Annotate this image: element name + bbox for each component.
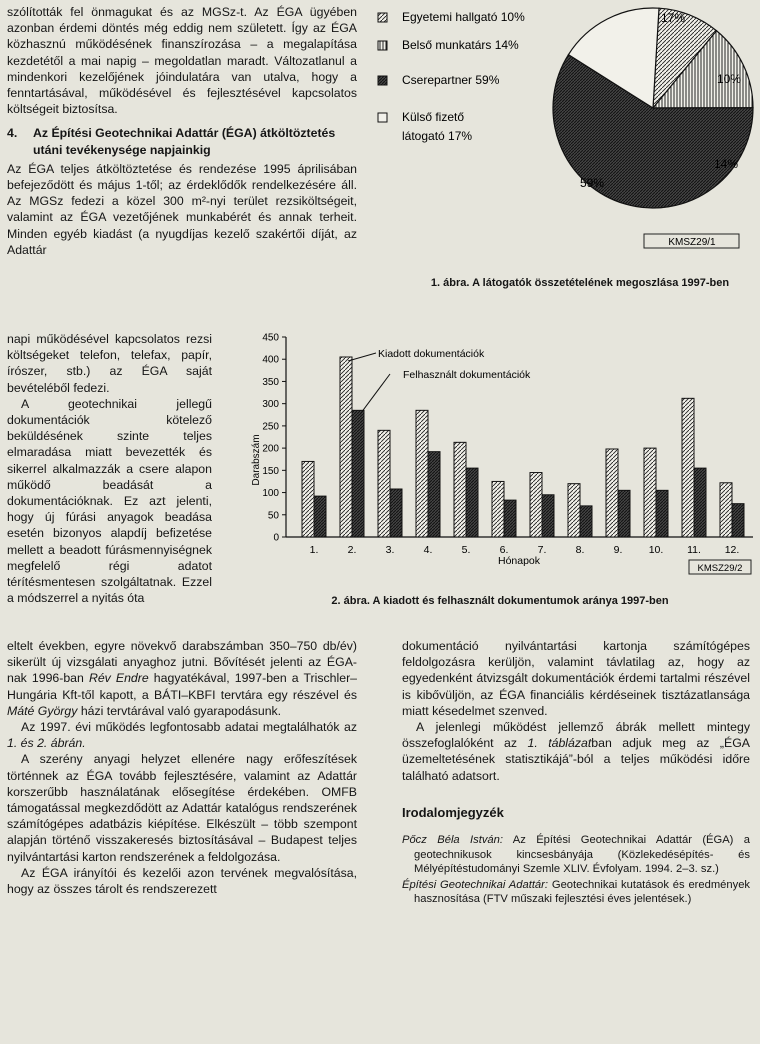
reference-1 xyxy=(402,833,750,877)
pie-code: KMSZ29/1 xyxy=(668,237,716,248)
bar-y-tick-label: 150 xyxy=(262,465,279,477)
bar-felhasznalt-10 xyxy=(656,490,668,537)
p3d-text: házi tervtárával való gyarapodásunk. xyxy=(80,703,282,718)
reference-1-author: Pőcz Béla István: xyxy=(402,834,503,847)
reference-2 xyxy=(402,878,750,907)
bar-felhasznalt-12 xyxy=(732,504,744,537)
bar-felhasznalt-8 xyxy=(580,506,592,537)
bar-legend-label-2: Felhasznált dokumentációk xyxy=(403,369,531,381)
bar-x-tick-label: 6. xyxy=(499,544,509,556)
pie-slice-label-2: 14% xyxy=(714,157,739,171)
p3b-text: eltelt években, egyre növekvő darabszámban 350–750 db/év) sikerült új vizsgálati anyaghoz jutni. Bővítését jelenti az ÉGA-nak 1996-ban xyxy=(7,639,357,686)
paragraph-r1: dokumentáció nyilvántartási kartonja számítógépes feldolgozásra kerüljön, valamint távlatilag az, hogy az egyedenként átvizsgált dokumentációk érdemi tartalmi részével is kibővüljön, az ÉGA financiális kérdéseinek tisztázatlansága miatt késedelmet szenved. xyxy=(402,639,750,718)
pie-slice-label-4: 17% xyxy=(661,11,686,25)
paragraph-3: A geotechnikai jellegű dokumentációk kötelező beküldésének szinte teljes elmaradása miatt bevezették és sikerrel alkalmazzák a csere alapon működő beadását a dokumentációknak. Ez azt jelenti, hogy új fúrási anyagok beadása esetén bizonyos alapdíj befizetése mellett a beadott fúrásmennyiségnek megfelelő régi adatot térítésmentesen szolgáltatnak. Ezzel a módszerrel a nyitás óta xyxy=(7,396,212,606)
bar-y-tick-label: 350 xyxy=(262,376,279,388)
left-column-top xyxy=(7,4,357,258)
bar-x-tick-label: 4. xyxy=(423,544,433,556)
pie-legend-swatch-3 xyxy=(378,76,387,85)
paragraph-5: A szerény anyagi helyzet ellenére nagy erőfeszítések történnek az ÉGA tovább fejlesztésére, valamint az Adattár korszerűbb használatának elősegítése érdekében. OMFB támogatással megkezdődött az Adattár katalógus rendszerének számítógépes adatbázis kiépítése. Elkészült – több szempont alapján történő visszakeresés biztosításával – Budapest teljes nyilvántartási karton rendszerének a feldolgozása. xyxy=(7,752,357,864)
bar-x-tick-label: 3. xyxy=(385,544,395,556)
reference-2-text: Geotechnikai kutatások és eredmények hasznosítása (FTV műszaki fejlesztési éves jelentések.) xyxy=(414,878,751,906)
bar-felhasznalt-4 xyxy=(428,452,440,537)
bar-felhasznalt-5 xyxy=(466,468,478,537)
section-heading xyxy=(7,125,357,157)
section-number: 4. xyxy=(7,126,18,141)
reference-2-author: Építési Geotechnikai Adattár: xyxy=(402,878,548,891)
p4-text: Az 1997. évi működés legfontosabb adatai megtalálhatók az xyxy=(21,720,357,735)
bar-kiadott-3 xyxy=(378,430,390,537)
paragraph-6: Az ÉGA irányítói és kezelői azon tervének megvalósítása, hogy az összes tárolt és rendszerezett xyxy=(7,865,357,897)
bar-x-tick-label: 5. xyxy=(461,544,471,556)
bar-felhasznalt-1 xyxy=(314,496,326,537)
p3-emphasis-1: Rév Endre xyxy=(88,671,149,686)
bar-y-tick-label: 200 xyxy=(262,443,279,455)
left-column-narrow xyxy=(7,331,212,606)
bar-felhasznalt-3 xyxy=(390,489,402,537)
p3c-text: hagyatékával, 1997-ben a Trischler–Hungária Kft-től kapott, a BÁTI–KBFI tervtára egy részével és xyxy=(7,671,357,702)
bar-y-tick-label: 400 xyxy=(262,354,279,366)
pie-legend-label-3: Cserepartner 59% xyxy=(402,73,500,87)
r2b-text: ban adjuk meg az „ÉGA üzemeltetésének statisztikájá”-ból a teljes működési időre található adatsort. xyxy=(402,736,750,783)
p3-emphasis-2: Máté György xyxy=(7,703,78,718)
bar-x-tick-label: 9. xyxy=(613,544,623,556)
bar-kiadott-5 xyxy=(454,442,466,537)
bar-caption: 2. ábra. A kiadott és felhasznált dokumentumok aránya 1997-ben xyxy=(331,595,669,607)
bar-code: KMSZ29/2 xyxy=(697,563,743,574)
pie-chart xyxy=(370,0,760,260)
bar-felhasznalt-9 xyxy=(618,490,630,537)
bar-x-axis-label: Hónapok xyxy=(497,555,541,567)
bar-kiadott-9 xyxy=(606,449,618,537)
bar-kiadott-4 xyxy=(416,410,428,537)
r2-emphasis: 1. táblázat xyxy=(527,736,592,751)
bar-chart xyxy=(237,330,753,578)
paragraph-intro: szólították fel önmagukat és az MGSz-t. Az ÉGA ügyében azonban érdemi döntés még eddig nem született. Így az ÉGA közhasznú működésének finanszírozása – a megalapítása kezdetétől a mai napig – megoldatlan maradt. Változatlanul a mindenkori kezelőjének jóindulatára van utalva, hogy a fenntartásával, működésével és fejlesztésével kapcsolatos költségeit biztosítsa. xyxy=(7,5,357,117)
references-title: Irodalomjegyzék xyxy=(402,804,504,820)
bar-y-tick-label: 250 xyxy=(262,421,279,433)
p4-emphasis: 1. és 2. ábrán. xyxy=(7,736,86,751)
bar-y-tick-label: 50 xyxy=(267,510,279,522)
bar-y-tick-label: 0 xyxy=(273,532,279,544)
bar-kiadott-11 xyxy=(682,398,694,537)
pie-slice-label-3: 59% xyxy=(580,176,605,190)
section-title: Az Építési Geotechnikai Adattár (ÉGA) átköltöztetés utáni tevékenysége napjainkig xyxy=(33,126,336,157)
bar-x-tick-label: 11. xyxy=(687,544,701,556)
bar-kiadott-8 xyxy=(568,484,580,537)
bar-legend-label-1: Kiadott dokumentációk xyxy=(378,348,485,360)
bar-y-tick-label: 450 xyxy=(262,332,279,344)
pie-slice-label-1: 10% xyxy=(717,72,742,86)
bar-felhasznalt-2 xyxy=(352,410,364,537)
bar-x-tick-label: 12. xyxy=(724,544,740,556)
bar-series-bars xyxy=(302,357,744,537)
paragraph-2a: Az ÉGA teljes átköltöztetése és rendezése 1995 áprilisában befejeződött és május 1-től; az érdeklődők rendelkezésére áll. Az MGSz fedezi a közel 300 m²-nyi terület rezsiköltségeit, valamint az ÉGA vezetőjének munkabérét és annak terheit. Minden egyéb kiadást (a nyugdíjas kezelő szakértői díját, az Adattár xyxy=(7,161,357,257)
r2a-text: A jelenlegi működést jellemző ábrák mellett mintegy összefoglalóként az xyxy=(402,720,750,751)
bar-y-tick-label: 300 xyxy=(262,399,279,411)
bar-x-tick-label: 8. xyxy=(575,544,585,556)
bar-felhasznalt-11 xyxy=(694,468,706,537)
paragraph-2b: napi működésével kapcsolatos rezsi költségeket telefon, telefax, papír, írószer, stb.) az ÉGA saját bevételéből fedezi. xyxy=(7,332,212,395)
bar-kiadott-7 xyxy=(530,473,542,537)
bar-x-tick-label: 1. xyxy=(309,544,319,556)
right-column xyxy=(402,638,750,908)
left-column-bottom xyxy=(7,638,357,897)
pie-legend xyxy=(378,10,525,143)
bar-kiadott-2 xyxy=(340,357,352,537)
pie-legend-label-1: Egyetemi hallgató 10% xyxy=(402,10,525,24)
bar-felhasznalt-7 xyxy=(542,495,554,537)
bar-kiadott-10 xyxy=(644,448,656,537)
pie-legend-label-4-b: látogató 17% xyxy=(402,129,473,143)
paragraph-4 xyxy=(7,719,357,751)
pie-caption: 1. ábra. A látogatók összetételének megoszlása 1997-ben xyxy=(430,277,730,289)
pie-legend-swatch-4 xyxy=(378,113,387,122)
bar-x-tick-label: 10. xyxy=(648,544,664,556)
bar-kiadott-1 xyxy=(302,461,314,537)
bar-legend xyxy=(348,348,531,414)
bar-x-tick-label: 2. xyxy=(347,544,357,556)
bar-x-tick-label: 7. xyxy=(537,544,547,556)
pie-legend-label-2: Belső munkatárs 14% xyxy=(402,38,519,52)
paragraph-r2 xyxy=(402,719,750,784)
reference-1-text: Az Építési Geotechnikai Adattár (ÉGA) a geotechnikusok kincsesbányája (Közlekedésépítés- és Mélyépítéstudományi Szemle XLIV. Évfolyam. 1994. 2–3. sz.) xyxy=(414,834,751,876)
bar-kiadott-12 xyxy=(720,483,732,537)
bar-kiadott-6 xyxy=(492,481,504,537)
paragraph-3b xyxy=(7,638,357,719)
bar-y-tick-label: 100 xyxy=(262,488,279,500)
bar-felhasznalt-6 xyxy=(504,500,516,537)
bar-legend-leader-2 xyxy=(360,374,390,414)
pie-legend-swatch-1 xyxy=(378,13,387,22)
bar-y-axis-label: Darabszám xyxy=(251,434,262,486)
pie-legend-label-4: Külső fizető xyxy=(402,110,465,124)
pie-legend-swatch-2 xyxy=(378,41,387,50)
